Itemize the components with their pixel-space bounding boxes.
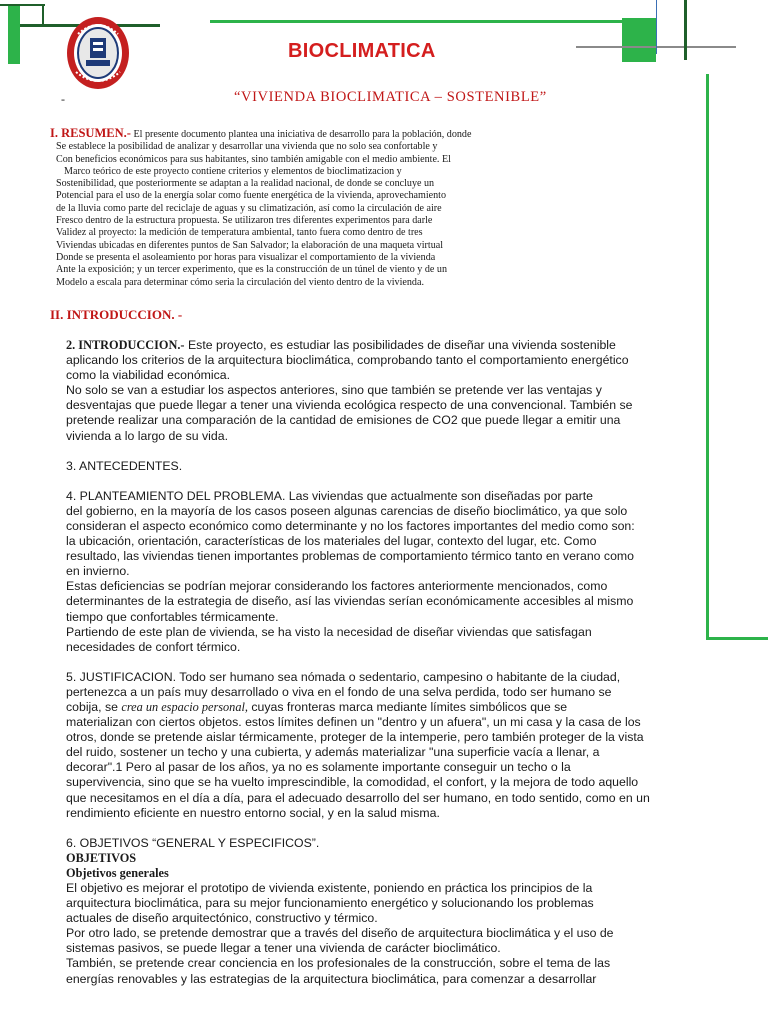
resumen-line: Donde se presenta el asoleamiento por horas para visualizar el comportamiento de la vivienda [56, 251, 436, 263]
paragraph-line: 4. PLANTEAMIENTO DEL PROBLEMA. Las viviendas que actualmente son diseñadas por parte [66, 488, 593, 503]
paragraph-line: También, se pretende crear conciencia en los profesionales de la construcción, sobre el tema de las [66, 956, 611, 971]
frame-right-thin-blue [656, 0, 657, 54]
paragraph-line: del gobierno, en la mayoría de los casos poseen algunas carencias de diseño bioclimático, ya que solo [66, 503, 628, 518]
paragraph-line: 5. JUSTIFICACION. Todo ser humano sea nómada o sedentario, campesino o habitante de la ciudad, [66, 669, 621, 684]
paragraph-line: que necesitamos en el día a día, para el adecuado desarrollo del ser humano, en todo sentido, como en un [66, 790, 650, 805]
paragraph-line: aplicando los criterios de la arquitectura bioclimática, comprobando tanto el comportamiento energético [66, 353, 629, 368]
paragraph-line: decorar".1 Pero al pasar de los años, ya no es solamente importante conseguir un techo o la [66, 760, 571, 775]
paragraph-line: necesidades de confort térmico. [66, 639, 241, 654]
resumen-line: Se establece la posibilidad de analizar y desarrollar una vivienda que no solo sea confortable y [56, 141, 438, 153]
sec3-heading: 3. ANTECEDENTES. [66, 458, 183, 473]
sec6-heading: 6. OBJETIVOS “GENERAL Y ESPECIFICOS”. [66, 835, 320, 850]
document-subtitle: “VIVIENDA BIOCLIMATICA – SOSTENIBLE” [234, 89, 547, 105]
resumen-line: Validez al proyecto: la medición de temperatura ambiental, tanto fuera como dentro de tres [56, 227, 423, 239]
frame-top-dark-line [0, 4, 45, 6]
paragraph-line: No solo se van a estudiar los aspectos anteriores, sino que también se pretende ver las ventajas y [66, 383, 602, 398]
resumen-line: Potencial para el uso de la energía solar como fuente energética de la vivienda, aprovechamiento [56, 190, 447, 202]
sec5-italic: crea un espacio personal, [121, 699, 248, 714]
resumen-line: Viviendas ubicadas en diferentes puntos de San Salvador; la elaboración de una maqueta virtual [56, 239, 444, 251]
resumen-line: Con beneficios económicos para sus habitantes, sino también amigable con el medio ambiente. El [56, 153, 451, 165]
resumen-line: Sostenibilidad, que posteriormente se adaptan a la realidad nacional, de donde se concluye un [56, 178, 435, 190]
sec5-pre: cobija, se [66, 699, 122, 714]
resumen-line: Marco teórico de este proyecto contiene criterios y elementos de bioclimatizacion y [64, 165, 402, 177]
paragraph-line: en invierno. [66, 564, 130, 579]
resumen-first-line: El presente documento plantea una iniciativa de desarrollo para la población, donde [130, 129, 472, 140]
paragraph-line: El objetivo es mejorar el prototipo de vivienda existente, poniendo en práctica los principios de la [66, 881, 593, 895]
paragraph-line: pretende realizar una comparación de la cantidad de emisiones de CO2 que puede llegar a emitir una [66, 413, 621, 428]
resumen-line: de la lluvia como parte del reciclaje de aguas y su climatización, así como la circulación de aire [56, 202, 442, 214]
document-title: BIOCLIMATICA [288, 40, 436, 62]
paragraph-line: actuales de diseño arquitectónico, constructivo y térmico. [66, 911, 378, 926]
frame-left-vertical-bar [8, 6, 20, 64]
paragraph-line: la ubicación, orientación, características de los materiales del lugar, contexto del lugar, etc. Como [66, 534, 597, 549]
paragraph-line: pertenezca a un país muy desarrollado o viva en el fondo de una selva perdida, todo ser humano se [66, 684, 612, 699]
sec2-label: 2. INTRODUCCION.- [66, 338, 185, 352]
paragraph-line: consideran el aspecto económico como determinante y no los factores importantes del medio como son: [66, 518, 635, 533]
paragraph-line: sistemas pasivos, se puede llegar a tener una vivienda de carácter bioclimático. [66, 941, 501, 956]
university-seal-logo [64, 14, 130, 92]
frame-right-square [622, 18, 656, 62]
paragraph-line: del ruido, sostener un techo y una cubierta, y además materializar "una superficie vacía a llenar, a [66, 745, 600, 760]
paragraph-line: determinantes de la estrategia de diseño, así las viviendas serían económicamente accesibles al mismo [66, 594, 634, 609]
objetivos-generales-heading: Objetivos generales [66, 865, 169, 880]
paragraph-line: supervivencia, sino que se ha vuelto imprescindible, la comodidad, el confort, y la mejora de todo aquello [66, 775, 639, 790]
paragraph-line: resultado, las viviendas tienen importantes problemas de comportamiento térmico tanto en verano como [66, 549, 635, 564]
paragraph-line: Por otro lado, se pretende demostrar que a través del diseño de arquitectura bioclimática y el uso de [66, 926, 614, 941]
body-text [66, 338, 766, 987]
paragraph-line: vivienda a lo largo de su vida. [66, 428, 229, 443]
paragraph-line: arquitectura bioclimática, para su mejor funcionamiento energético y solucionando los problemas [66, 896, 594, 911]
paragraph-line: energías renovables y las estrategias de la arquitectura bioclimática, para comenzar a desarrollar [66, 971, 597, 986]
subtitle-dash: - [61, 92, 65, 106]
resumen-line: Fresco dentro de la estructura propuesta. Se utilizaron tres diferentes experimentos para darle [56, 215, 433, 227]
paragraph-line: Partiendo de este plan de vivienda, se ha visto la necesidad de diseñar viviendas que satisfagan [66, 624, 592, 639]
paragraph-line: materializan con ciertos objetos. estos límites definen un "dentro y un afuera", un mi casa y la casa de los [66, 715, 641, 730]
paragraph-line: como la viabilidad económica. [66, 368, 231, 383]
paragraph-line: desventajas que puede llegar a tener una vivienda ecológica respecto de una convencional. También se [66, 398, 633, 413]
resumen-line: Ante la exposición; y un tercer experimento, que es la construcción de un túnel de viento y de un [56, 264, 448, 276]
paragraph-line: tiempo que confortables térmicamente. [66, 609, 279, 624]
resumen-heading: I. RESUMEN.- [50, 126, 131, 140]
paragraph-line: Estas deficiencias se podrían mejorar considerando los factores anteriormente mencionados, como [66, 579, 608, 594]
sec2-first-line: Este proyecto, es estudiar las posibilidades de diseñar una vivienda sostenible [184, 338, 616, 352]
frame-left-dark-bar [42, 6, 44, 26]
sec5-post: cuyas fronteras marca mediante límites simbólicos que se [247, 699, 568, 714]
frame-right-dark-vertical [684, 0, 687, 60]
frame-top-green-line [210, 20, 650, 23]
resumen-line: Modelo a escala para determinar cómo seria la circulación del viento dentro de la vivienda. [56, 276, 424, 288]
introduccion-heading: II. INTRODUCCION. - [50, 307, 183, 322]
paragraph-line: rendimiento eficiente en nuestro entorno social, y en la salud misma. [66, 805, 440, 820]
resumen-section [50, 127, 550, 289]
paragraph-line: otros, donde se pretende aislar térmicamente, proteger de la intemperie, pero también proteger de la vista [66, 730, 644, 745]
objetivos-heading: OBJETIVOS [66, 850, 137, 865]
